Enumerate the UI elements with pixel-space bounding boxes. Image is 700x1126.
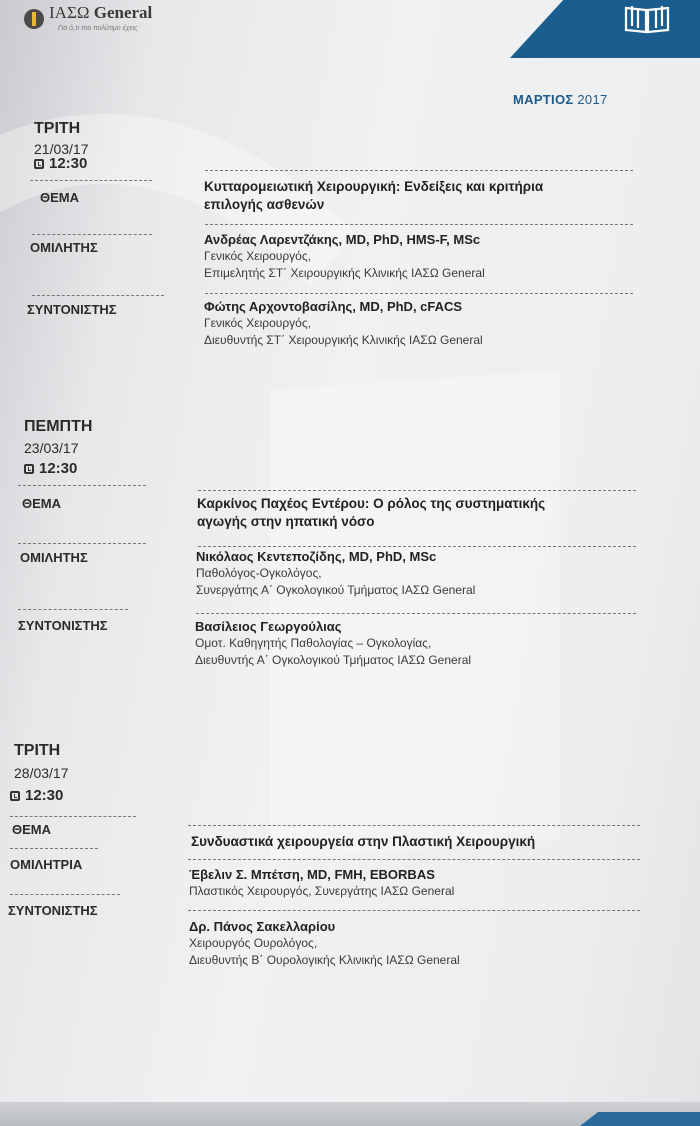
session-2-speaker [196,548,475,599]
session-3-topic [191,833,535,851]
divider [10,894,120,895]
divider [18,543,146,544]
session-3-time-value: 12:30 [25,787,64,804]
logo-iaso: ΙΑΣΩ [49,3,90,22]
topic-line: Κυτταρομειωτική Χειρουργική: Ενδείξεις και κριτήρια [204,179,544,194]
topic-line: επιλογής ασθενών [204,197,325,212]
divider [10,816,136,817]
moderator-name: Βασίλειος Γεωργούλιας [195,619,342,634]
speaker-detail: Πλαστικός Χειρουργός, Συνεργάτης ΙΑΣΩ General [189,884,455,898]
logo-wordmark [49,3,152,23]
bottom-band [0,1102,700,1126]
topic-line: Συνδυαστικά χειρουργεία στην Πλαστική Χειρουργική [191,834,536,849]
moderator-detail: Διευθυντής Β΄ Ουρολογικής Κλινικής ΙΑΣΩ General [189,953,460,967]
session-2-time [24,460,77,477]
session-1-moderator-label: ΣΥΝΤΟΝΙΣΤΗΣ [27,302,117,317]
session-1-date: 21/03/17 [34,141,89,157]
divider [18,609,128,610]
divider [198,490,636,491]
session-3-speaker [189,866,454,900]
month-heading [513,92,608,107]
divider [196,613,636,614]
divider [205,170,633,171]
session-3-speaker-label: ΟΜΙΛΗΤΡΙΑ [10,857,83,872]
book-icon [622,2,672,34]
divider [198,546,636,547]
speaker-detail: Γενικός Χειρουργός, [204,249,311,263]
session-3-date: 28/03/17 [14,765,69,781]
topic-line: αγωγής στην ηπατική νόσο [197,514,375,529]
logo-mark-icon [24,9,44,29]
session-2-moderator-label: ΣΥΝΤΟΝΙΣΤΗΣ [18,618,108,633]
session-3-moderator [189,918,460,969]
speaker-name: Νικόλαος Κεντεποζίδης, MD, PhD, MSc [196,549,437,564]
background-shape [270,370,560,860]
session-1-speaker-label: ΟΜΙΛΗΤΗΣ [30,240,98,255]
session-1-moderator [204,298,483,349]
divider [10,848,98,849]
moderator-name: Φώτης Αρχοντοβασίλης, MD, PhD, cFACS [204,299,463,314]
session-2-moderator [195,618,471,669]
session-3-moderator-label: ΣΥΝΤΟΝΙΣΤΗΣ [8,903,98,918]
session-1-speaker [204,231,485,282]
session-2-topic [197,495,545,531]
session-3-time [10,787,63,804]
session-2-day: ΠΕΜΠΤΗ [24,418,93,435]
speaker-name: Έβελιν Σ. Μπέτση, MD, FMH, EBORBAS [189,867,435,882]
moderator-detail: Διευθυντής Α΄ Ογκολογικού Τμήματος ΙΑΣΩ General [195,653,472,667]
moderator-detail: Ομοτ. Καθηγητής Παθολογίας – Ογκολογίας, [195,636,432,650]
moderator-detail: Χειρουργός Ουρολόγος, [189,936,318,950]
speaker-detail: Επιμελητής ΣΤ΄ Χειρουργικής Κλινικής ΙΑΣΩ General [204,266,485,280]
session-2-time-value: 12:30 [39,460,78,477]
topic-line: Καρκίνος Παχέος Εντέρου: Ο ρόλος της συστηματικής [197,496,546,511]
session-1-day: ΤΡΙΤΗ [34,120,81,137]
moderator-detail: Διευθυντής ΣΤ΄ Χειρουργικής Κλινικής ΙΑΣΩ General [204,333,483,347]
divider [32,234,152,235]
session-1-time-value: 12:30 [49,155,88,172]
divider [18,485,146,486]
session-1-time [34,155,87,172]
clock-icon [24,464,34,474]
session-3-day: ΤΡΙΤΗ [14,742,61,759]
divider [205,293,633,294]
divider [188,859,640,860]
moderator-detail: Γενικός Χειρουργός, [204,316,311,330]
session-2-topic-label: ΘΕΜΑ [22,496,61,511]
logo-general: General [93,3,153,22]
session-1-topic [204,178,543,214]
session-2-date: 23/03/17 [24,440,79,456]
clock-icon [34,159,44,169]
session-3-topic-label: ΘΕΜΑ [12,822,51,837]
logo-tagline: Για ό,τι πιο πολύτιμο έχεις [58,25,138,32]
moderator-name: Δρ. Πάνος Σακελλαρίου [189,919,336,934]
divider [205,224,633,225]
clock-icon [10,791,20,801]
session-2-speaker-label: ΟΜΙΛΗΤΗΣ [20,550,88,565]
session-1-topic-label: ΘΕΜΑ [40,190,79,205]
speaker-name: Ανδρέας Λαρεντζάκης, MD, PhD, HMS-F, MSc [204,232,481,247]
month-name: ΜΑΡΤΙΟΣ [513,92,574,107]
divider [188,910,640,911]
divider [30,180,152,181]
speaker-detail: Παθολόγος-Ογκολόγος, [196,566,322,580]
divider [188,825,640,826]
speaker-detail: Συνεργάτης Α΄ Ογκολογικού Τμήματος ΙΑΣΩ General [196,583,476,597]
divider [32,295,164,296]
month-year: 2017 [577,92,608,107]
